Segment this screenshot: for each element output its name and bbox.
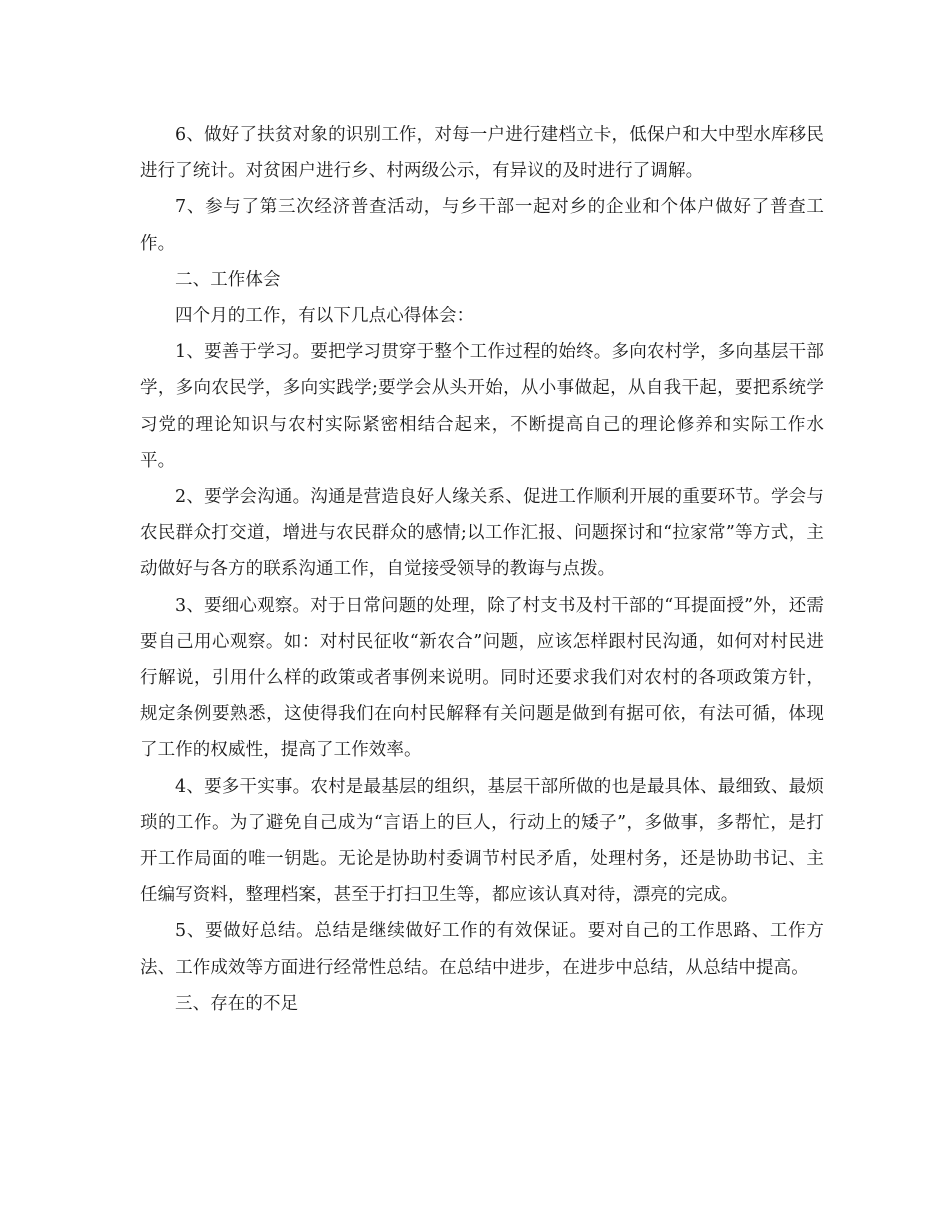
document-body xyxy=(140,117,824,1022)
paragraph-intro-experience: 四个月的工作，有以下几点心得体会： xyxy=(175,306,475,327)
paragraph-item-7: 7、参与了第三次经济普查活动，与乡干部一起对乡的企业和个体户做好了普查工作。 xyxy=(140,197,824,254)
paragraph-item-6: 6、做好了扶贫对象的识别工作，对每一户进行建档立卡，低保户和大中型水库移民进行了统计。对贫困户进行乡、村两级公示，有异议的及时进行了调解。 xyxy=(140,125,824,182)
paragraph-point-2-communication: 2、要学会沟通。沟通是营造良好人缘关系、促进工作顺利开展的重要环节。学会与农民群众打交道，增进与农民群众的感情;以工作汇报、问题探讨和“拉家常”等方式，主动做好与各方的联系沟通工作，自觉接受领导的教诲与点拨。 xyxy=(140,487,824,580)
paragraph-point-3-observation: 3、要细心观察。对于日常问题的处理，除了村支书及村干部的“耳提面授”外，还需要自己用心观察。如：对村民征收“新农合”问题，应该怎样跟村民沟通，如何对村民进行解说，引用什么样的政策或者事例来说明。同时还要求我们对农村的各项政策方针，规定条例要熟悉，这使得我们在向村民解释有关问题是做到有据可依，有法可循，体现了工作的权威性，提高了工作效率。 xyxy=(140,595,824,761)
section-heading-shortcomings: 三、存在的不足 xyxy=(175,993,299,1014)
paragraph-point-4-practical-work: 4、要多干实事。农村是最基层的组织，基层干部所做的也是最具体、最细致、最烦琐的工作。为了避免自己成为“言语上的巨人，行动上的矮子”，多做事，多帮忙，是打开工作局面的唯一钥匙。无论是协助村委调节村民矛盾，处理村务，还是协助书记、主任编写资料，整理档案，甚至于打扫卫生等，都应该认真对待，漂亮的完成。 xyxy=(140,776,824,906)
section-heading-work-experience: 二、工作体会 xyxy=(175,269,281,290)
paragraph-point-1-learning: 1、要善于学习。要把学习贯穿于整个工作过程的始终。多向农村学，多向基层干部学，多向农民学，多向实践学;要学会从头开始，从小事做起，从自我干起，要把系统学习党的理论知识与农村实际紧密相结合起来，不断提高自己的理论修养和实际工作水平。 xyxy=(140,342,824,471)
paragraph-point-5-summary: 5、要做好总结。总结是继续做好工作的有效保证。要对自己的工作思路、工作方法、工作成效等方面进行经常性总结。在总结中进步，在进步中总结，从总结中提高。 xyxy=(140,921,824,978)
